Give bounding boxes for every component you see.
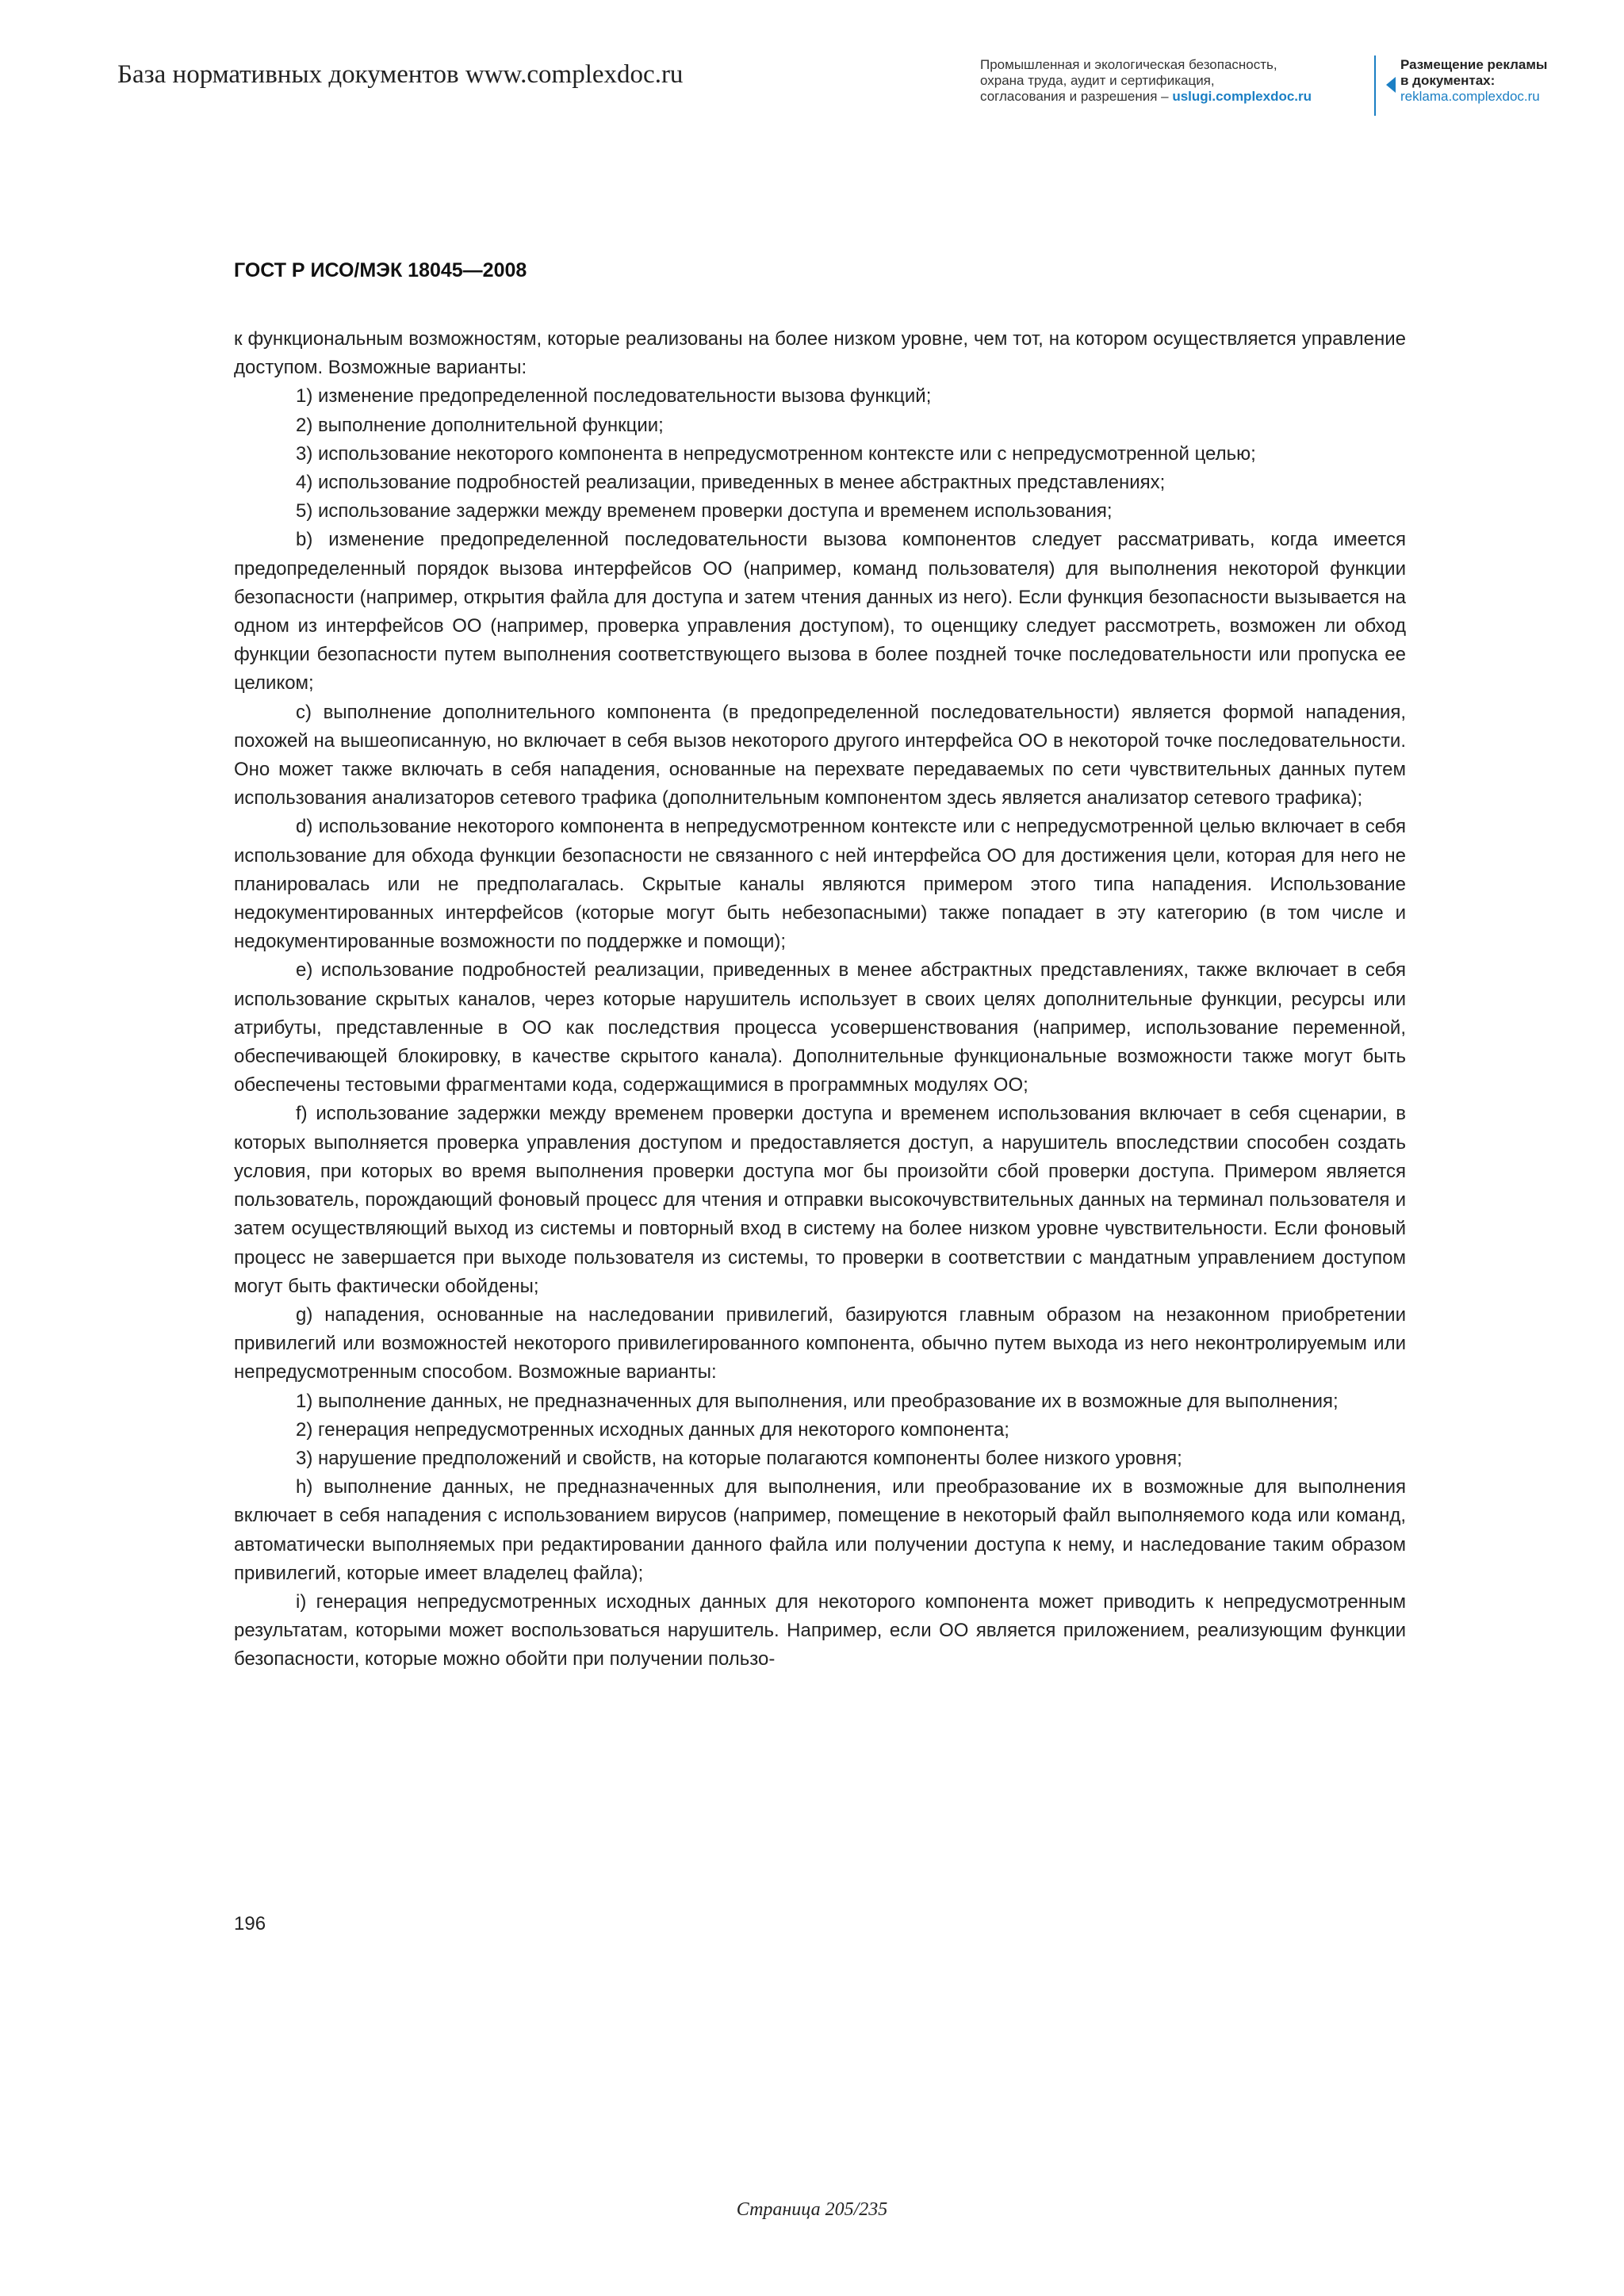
paragraph: к функциональным возможностям, которые реализованы на более низком уровне, чем тот, на котором осуществляется управление доступом. Возможные варианты: bbox=[234, 328, 1406, 379]
paragraph: 5) использование задержки между временем проверки доступа и временем использования; bbox=[296, 500, 1113, 522]
paragraph: 4) использование подробностей реализации, приведенных в менее абстрактных представлениях; bbox=[296, 472, 1166, 494]
services-ad bbox=[980, 57, 1377, 105]
paragraph: e) использование подробностей реализации, приведенных в менее абстрактных представлениях, также включает в себя использование скрытых каналов, через которые нарушитель использует в своих целях дополнительные функции, ресурсы или атрибуты, представленные в ОО как последствия процесса усовершенствования (например, использование переменной, обеспечивающей блокировку, в качестве скрытого канала). Дополнительные функциональные возможности также могут быть обеспечены тестовыми фрагментами кода, содержащимися в программных модулях ОО; bbox=[234, 959, 1406, 1096]
page-number: 196 bbox=[234, 1913, 266, 1934]
ad-divider bbox=[1374, 55, 1376, 116]
site-title: База нормативных документов www.complexdoc.ru bbox=[117, 60, 684, 89]
advertising-ad-line-2: в документах: bbox=[1400, 73, 1496, 88]
document-body bbox=[234, 325, 1406, 1674]
paragraph: f) использование задержки между временем проверки доступа и временем использования включает в себя сценарии, в которых выполняется проверка управления доступом и предоставляется доступ, а нарушитель впоследствии способен создать условия, при которых во время выполнения проверки доступа мог бы произойти сбой проверки доступа. Примером является пользователь, порождающий фоновый процесс для чтения и отправки высокочувствительных данных на терминал пользователя и затем осуществляющий выход из системы и повторный вход в систему на более низком уровне чувствительности. Если фоновый процесс не завершается при выходе пользователя из системы, то проверки в соответствии с мандатным управлением доступом могут быть фактически обойдены; bbox=[234, 1103, 1406, 1297]
advertising-link[interactable]: reklama.complexdoc.ru bbox=[1400, 89, 1540, 104]
paragraph: i) генерация непредусмотренных исходных данных для некоторого компонента может приводить к непредусмотренным результатам, которыми может воспользоваться нарушитель. Например, если ОО является приложением, реализующим функции безопасности, которые можно обойти при получении пользо- bbox=[234, 1590, 1406, 1670]
paragraph: 1) изменение предопределенной последовательности вызова функций; bbox=[296, 385, 932, 408]
paragraph: 3) использование некоторого компонента в непредусмотренном контексте или с непредусмотренной целью; bbox=[296, 442, 1256, 465]
paragraph: g) нападения, основанные на наследовании привилегий, базируются главным образом на незаконном приобретении привилегий или возможностей некоторого привилегированного компонента, обычно путем выхода из него неконтролируемым или непредусмотренным способом. Возможные варианты: bbox=[234, 1303, 1406, 1383]
paragraph: c) выполнение дополнительного компонента (в предопределенной последовательности) является формой нападения, похожей на вышеописанную, но включает в себя вызов некоторого другого интерфейса ОО в некоторой точке последовательности. Оно может также включать в себя нападения, основанные на перехвате передаваемых по сети чувствительных данных путем использования анализаторов сетевого трафика (дополнительным компонентом здесь является анализатор сетевого трафика); bbox=[234, 701, 1406, 809]
services-ad-line-2: охрана труда, аудит и сертификация, bbox=[980, 73, 1215, 88]
document-header: ГОСТ Р ИСО/МЭК 18045—2008 bbox=[234, 259, 527, 281]
paragraph: h) выполнение данных, не предназначенных для выполнения, или преобразование их в возможные для выполнения включает в себя нападения с использованием вирусов (например, помещение в некоторый файл выполняемого кода или команд, автоматически выполняемых при редактировании данного файла или получении доступа к нему, и наследование таким образом привилегий, которые имеет владелец файла); bbox=[234, 1476, 1406, 1584]
footer-page-label: Страница 205/235 bbox=[736, 2199, 888, 2220]
paragraph: 2) выполнение дополнительной функции; bbox=[296, 414, 664, 436]
left-triangle-icon bbox=[1386, 77, 1396, 93]
paragraph: b) изменение предопределенной последовательности вызова компонентов следует рассматривать, когда имеется предопределенный порядок вызова интерфейсов ОО (например, команд пользователя) для выполнения некоторой функции безопасности (например, открытия файла для доступа и затем чтения данных из него). Если функция безопасности вызывается на одном из интерфейсов ОО (например, проверка управления доступом), то оценщику следует рассмотреть, возможен ли обход функции безопасности путем выполнения соответствующего вызова в более поздней точке последовательности или пропуска ее целиком; bbox=[234, 529, 1406, 695]
advertising-ad bbox=[1400, 57, 1591, 105]
services-ad-line-1: Промышленная и экологическая безопасность, bbox=[980, 57, 1277, 72]
paragraph: d) использование некоторого компонента в непредусмотренном контексте или с непредусмотренной целью включает в себя использование для обхода функции безопасности не связанного с ней интерфейса ОО для достижения цели, которая для него не планировалась или не предполагалась. Скрытые каналы являются примером этого типа нападения. Использование недокументированных интерфейсов (которые могут быть небезопасными) также попадает в эту категорию (в том числе и недокументированные возможности по поддержке и помощи); bbox=[234, 816, 1406, 953]
services-link[interactable]: uslugi.complexdoc.ru bbox=[1172, 89, 1312, 104]
paragraph: 2) генерация непредусмотренных исходных данных для некоторого компонента; bbox=[296, 1418, 1009, 1441]
paragraph: 3) нарушение предположений и свойств, на которые полагаются компоненты более низкого уровня; bbox=[296, 1447, 1182, 1469]
paragraph: 1) выполнение данных, не предназначенных для выполнения, или преобразование их в возможные для выполнения; bbox=[296, 1390, 1339, 1412]
advertising-ad-line-1: Размещение рекламы bbox=[1400, 57, 1548, 72]
services-ad-line-3 bbox=[980, 89, 1377, 105]
services-ad-prefix: согласования и разрешения – bbox=[980, 89, 1173, 104]
